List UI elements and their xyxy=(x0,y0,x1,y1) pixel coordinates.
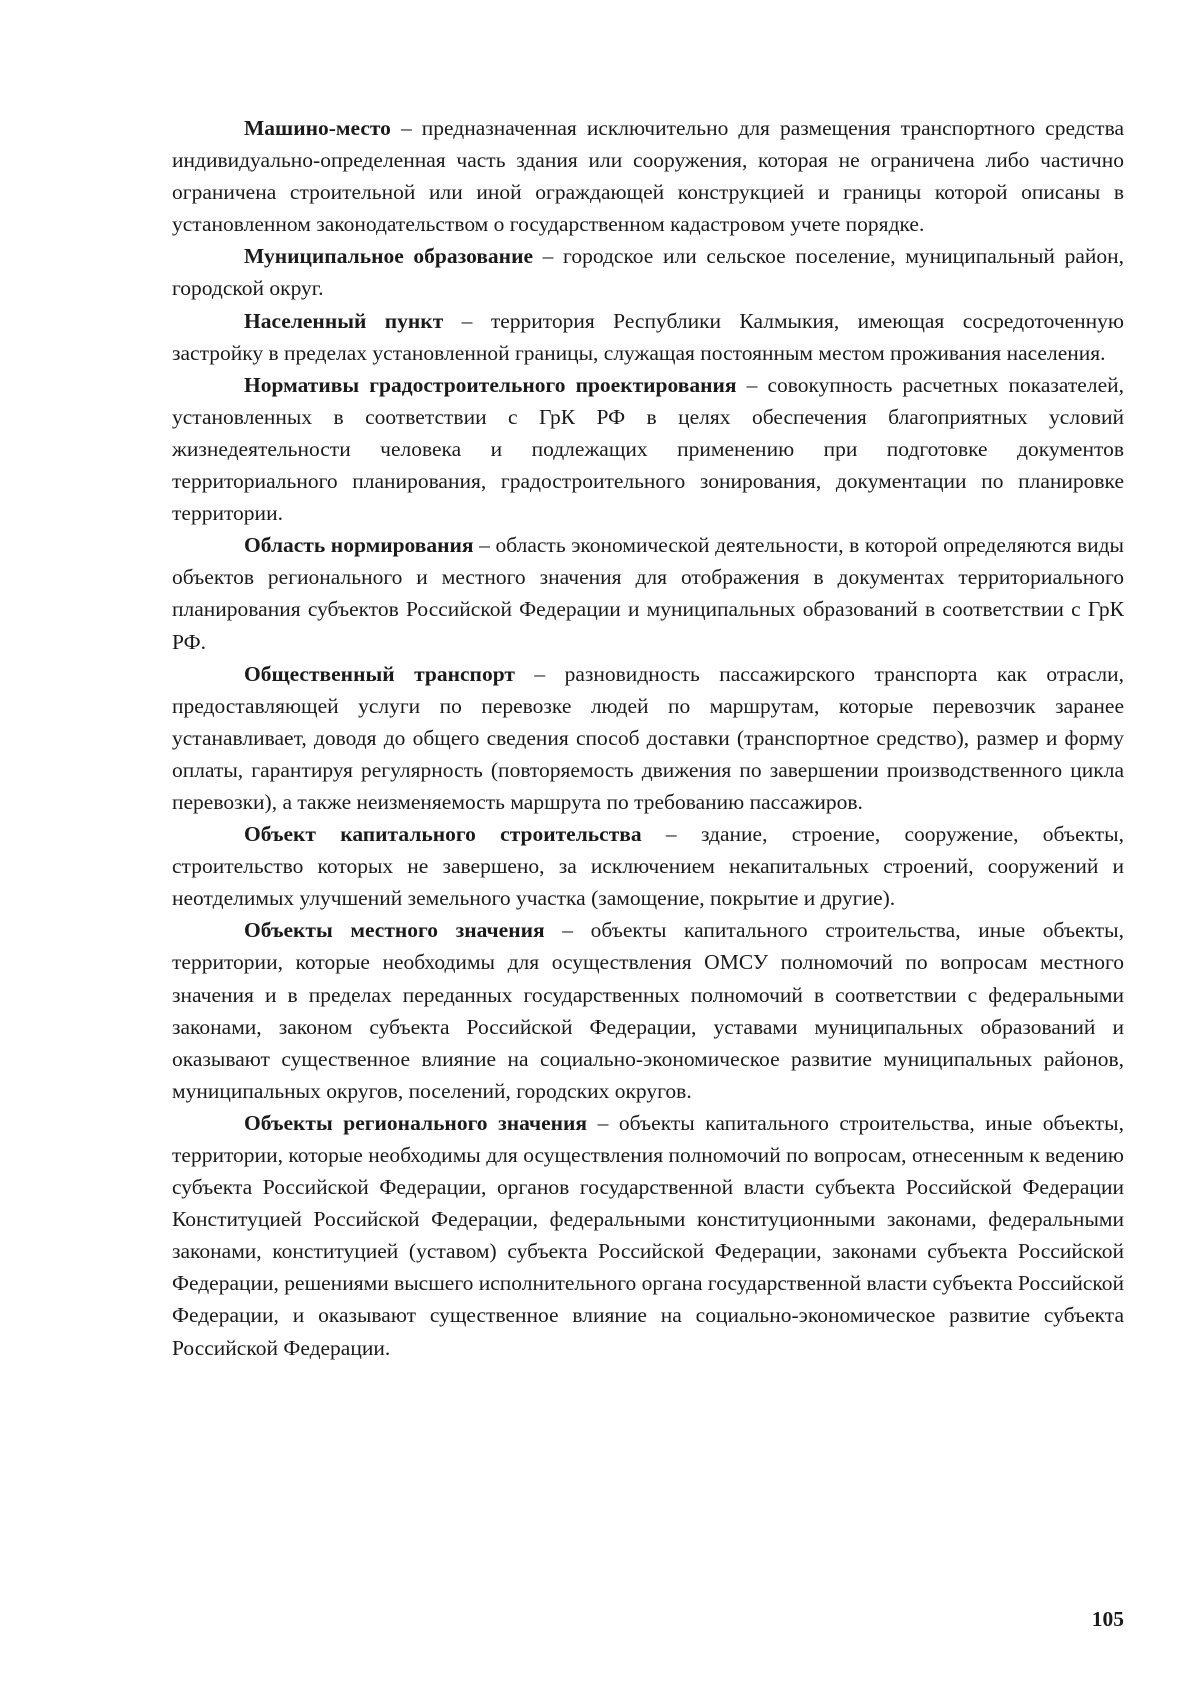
definition-paragraph xyxy=(172,1107,1124,1364)
definition-paragraph xyxy=(172,240,1124,304)
definition-text: – разновидность пассажирского транспорта как отрасли, предоставляющей услуги по перевозке людей по маршрутам, которые перевозчик заранее устанавливает, доводя до общего сведения способ доставки (транспортное средство), размер и форму оплаты, гарантируя регулярность (повторяемость движения по завершении производственного цикла перевозки), а также неизменяемость маршрута по требованию пассажиров. xyxy=(172,661,1124,814)
definition-paragraph xyxy=(172,658,1124,818)
definition-text: – область экономической деятельности, в которой определяются виды объектов регионального и местного значения для отображения в документах территориального планирования субъектов Российской Федерации и муниципальных образований в соответствии с ГрК РФ. xyxy=(172,533,1124,654)
definition-text: – совокупность расчетных показателей, установленных в соответствии с ГрК РФ в целях обеспечения благоприятных условий жизнедеятельности человека и подлежащих применению при подготовке документов территориального планирования, градостроительного зонирования, документации по планировке территории. xyxy=(172,372,1124,526)
page-number: 105 xyxy=(1091,1607,1124,1631)
definition-paragraph xyxy=(172,112,1124,240)
definition-term: Населенный пункт xyxy=(244,308,444,333)
definition-text: – объекты капитального строительства, иные объекты, территории, которые необходимы для осуществления полномочий по вопросам, отнесенным к ведению субъекта Российской Федерации, органов государственной власти субъекта Российской Федерации Конституцией Российской Федерации, федеральными конституционными законами, федеральными законами, конституцией (уставом) субъекта Российской Федерации, законами субъекта Российской Федерации, решениями высшего исполнительного органа государственной власти субъекта Российской Федерации, и оказывают существенное влияние на социально-экономическое развитие субъекта Российской Федерации. xyxy=(172,1110,1124,1360)
definition-text: – объекты капитального строительства, иные объекты, территории, которые необходимы для осуществления ОМСУ полномочий по вопросам местного значения и в пределах переданных государственных полномочий в соответствии с федеральными законами, законом субъекта Российской Федерации, уставами муниципальных образований и оказывают существенное влияние на социально-экономическое развитие муниципальных районов, муниципальных округов, поселений, городских округов. xyxy=(172,918,1124,1103)
definition-term: Область нормирования xyxy=(244,533,474,558)
definition-term: Муниципальное образование xyxy=(244,244,534,269)
definition-paragraph xyxy=(172,914,1124,1107)
definition-term: Объект капитального строительства xyxy=(244,822,642,847)
definition-term: Объекты местного значения xyxy=(244,918,545,943)
definition-term: Объекты регионального значения xyxy=(244,1110,588,1135)
definition-paragraph xyxy=(172,305,1124,369)
definition-paragraph xyxy=(172,369,1124,529)
definition-paragraph xyxy=(172,818,1124,914)
definition-text: – территория Республики Калмыкия, имеющая сосредоточенную застройку в пределах установленной границы, служащая постоянным местом проживания населения. xyxy=(172,308,1124,365)
definition-term: Машино-место xyxy=(244,116,391,140)
definition-term: Нормативы градостроительного проектирования xyxy=(244,372,737,397)
definitions-list xyxy=(172,112,1124,1364)
definition-term: Общественный транспорт xyxy=(244,661,515,686)
definition-text: – городское или сельское поселение, муниципальный район, городской округ. xyxy=(172,244,1124,301)
definition-text: – предназначенная исключительно для размещения транспортного средства индивидуально-определенная часть здания или сооружения, которая не ограничена либо частично ограничена строительной или иной ограждающей конструкцией и границы которой описаны в установленном законодательством о государственном кадастровом учете порядке. xyxy=(172,116,1124,237)
definition-paragraph xyxy=(172,529,1124,657)
definition-text: – здание, строение, сооружение, объекты, строительство которых не завершено, за исключением некапитальных строений, сооружений и неотделимых улучшений земельного участка (замощение, покрытие и другие). xyxy=(172,822,1124,911)
